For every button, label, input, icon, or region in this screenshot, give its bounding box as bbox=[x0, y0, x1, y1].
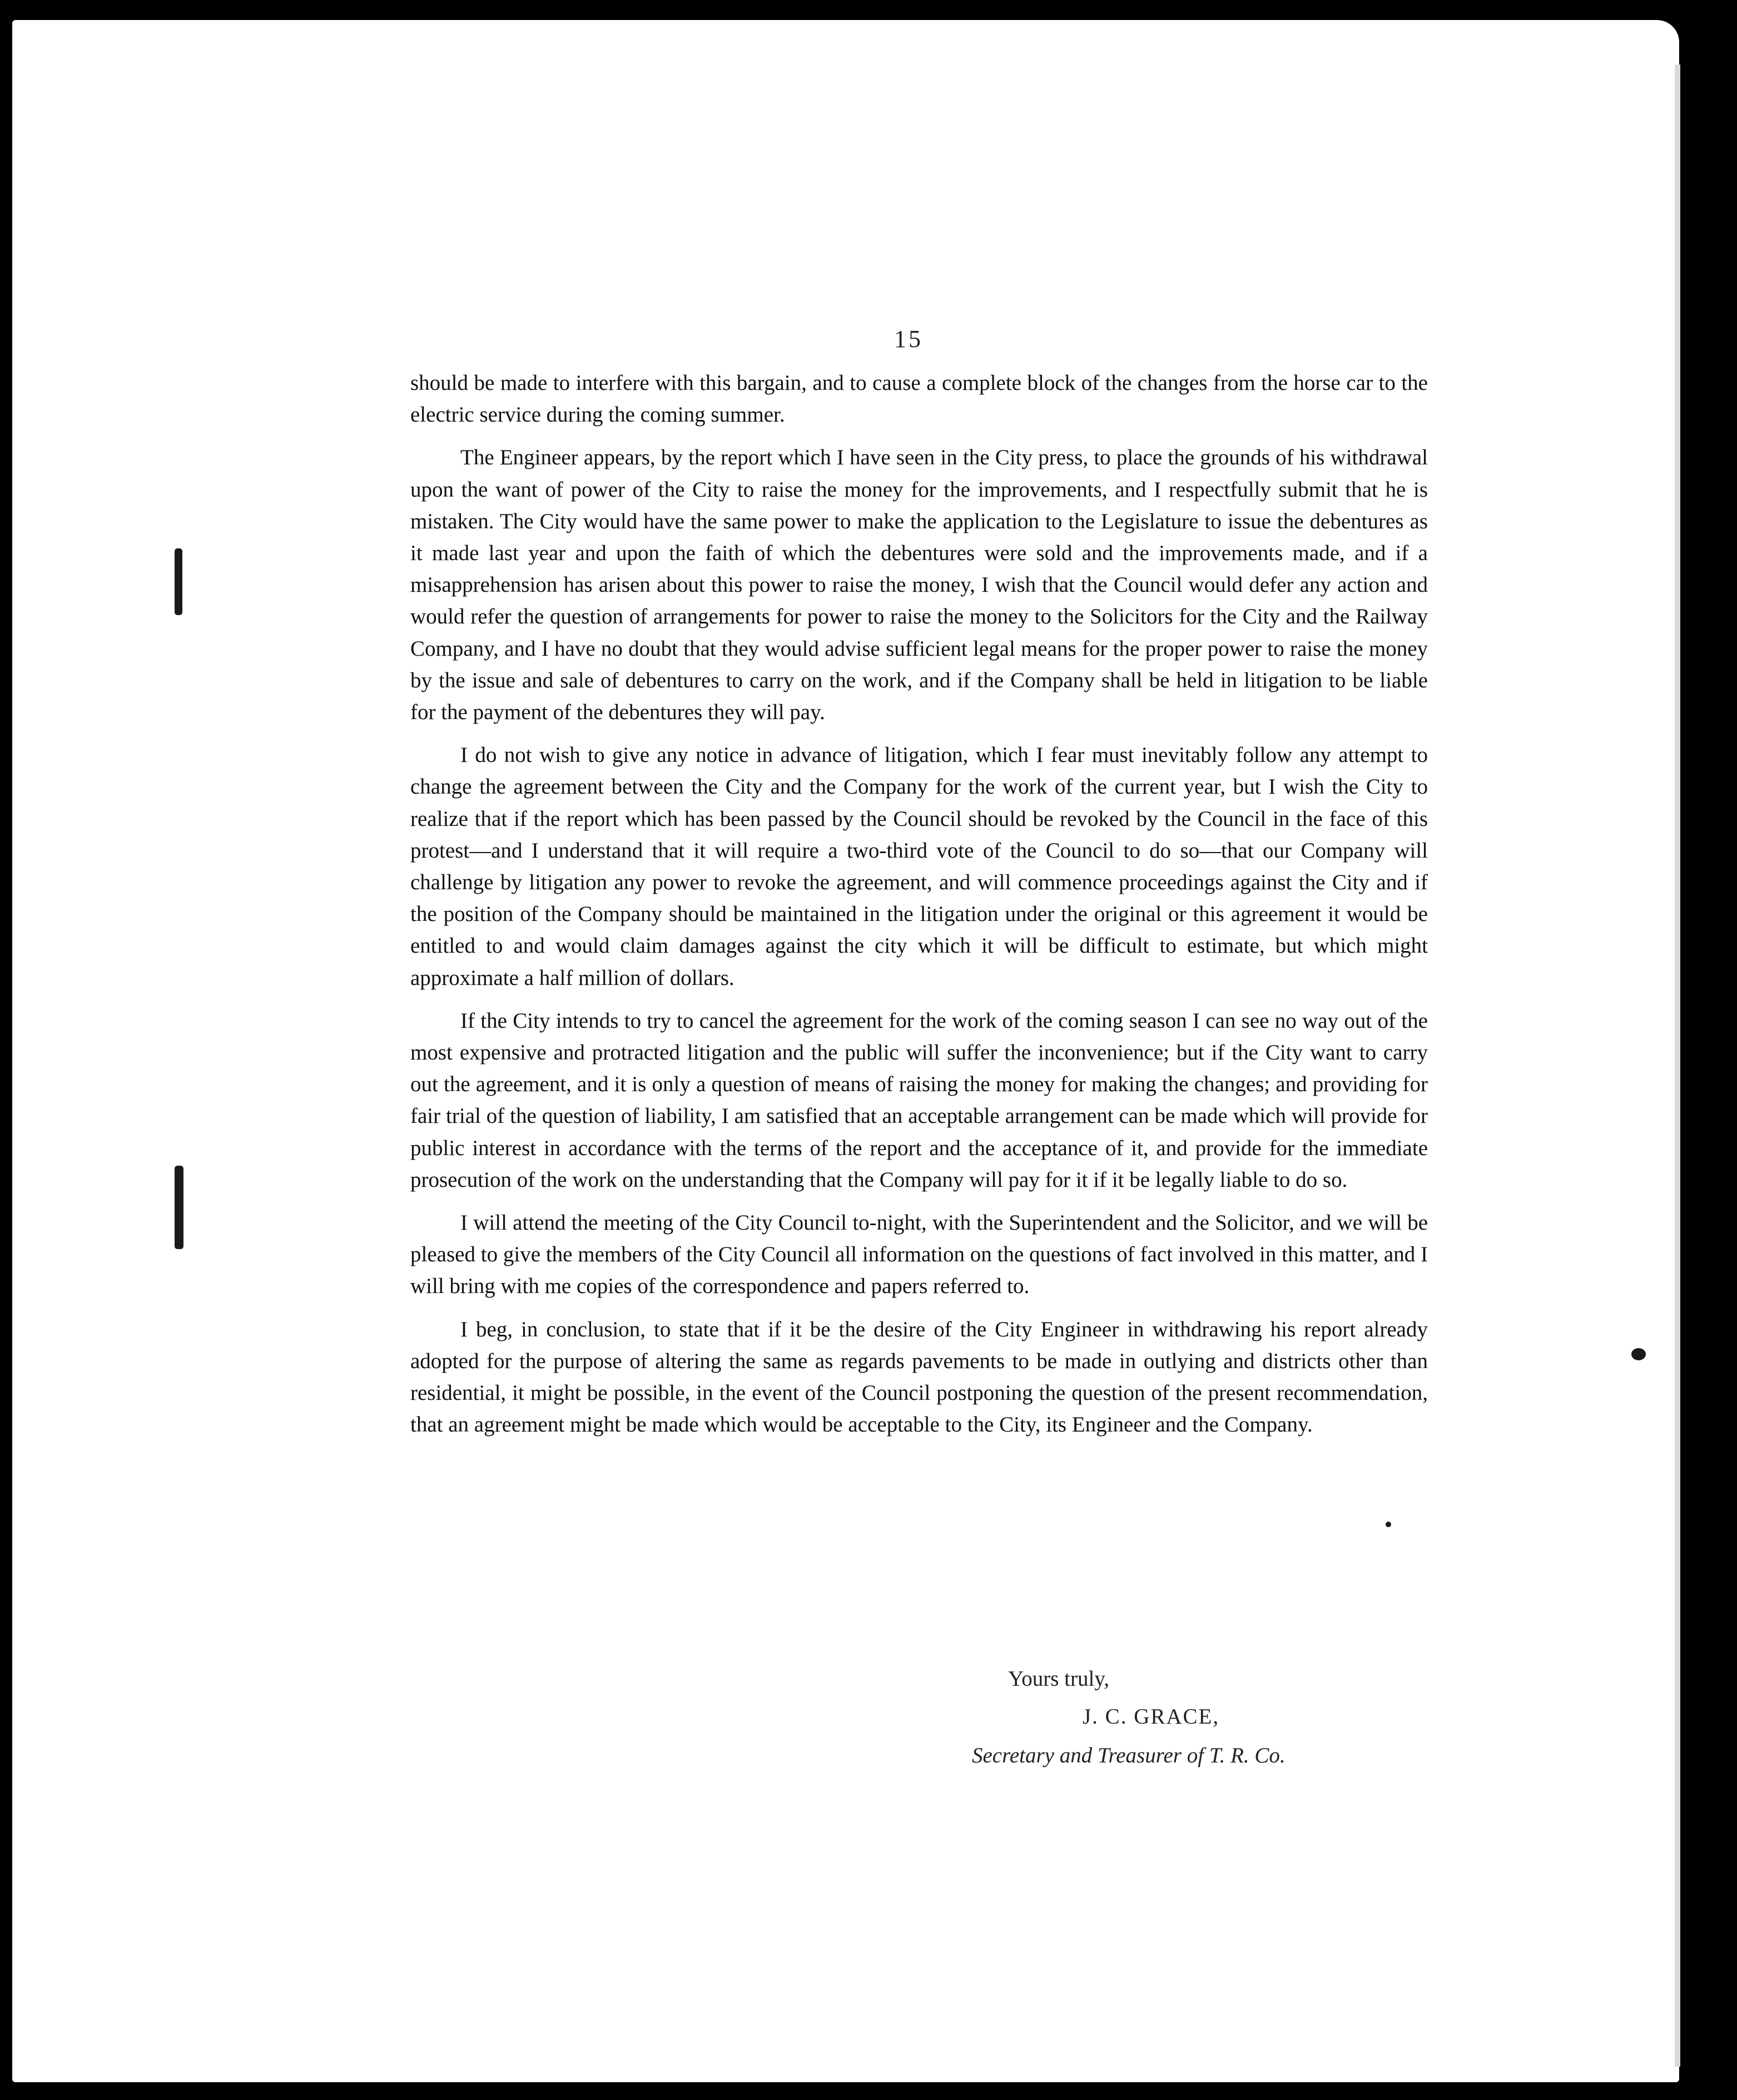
binding-mark-upper bbox=[175, 548, 182, 615]
paragraph-6: I beg, in conclusion, to state that if it be the desire of the City Engineer in withdrawing his report already adopted for the purpose of altering the same as regards pavements to be made in outlying and districts other than residential, it might be possible, in the event of the Council postponing the question of the present recommendation, that an agreement might be made which would be acceptable to the City, its Engineer and the Company. bbox=[410, 1317, 1428, 1437]
salutation: Yours truly, bbox=[1008, 1667, 1110, 1691]
binding-mark-lower bbox=[175, 1166, 183, 1249]
signatory-name: J. C. GRACE, bbox=[1083, 1705, 1220, 1728]
paragraph-2: The Engineer appears, by the report which I have seen in the City press, to place the grounds of his withdrawal upon the want of power of the City to raise the money for the improvements, and I respectfully submit that he is mistaken. The City would have the same power to make the application to the Legislature to issue the debentures as it made last year and upon the faith of which the debentures were sold and the improvements made, and if a misapprehension has arisen about this power to raise the money, I wish that the Council would defer any action and would refer the question of arrangements for power to raise the money to the Solicitors for the City and the Railway Company, and I have no doubt that they would advise sufficient legal means for the proper power to raise the money by the issue and sale of debentures to carry on the work, and if the Company shall be held in litigation to be liable for the payment of the debentures they will pay. bbox=[410, 445, 1428, 725]
scan-speck-small bbox=[1386, 1522, 1391, 1527]
paragraph-5: I will attend the meeting of the City Council to-night, with the Superintendent and the Solicitor, and we will be pleased to give the members of the City Council all information on the questions of fact involved in this matter, and I will bring with me copies of the correspondence and papers referred to. bbox=[410, 1211, 1428, 1299]
paragraph-1: should be made to interfere with this bargain, and to cause a complete block of the changes from the horse car to the electric service during the coming summer. bbox=[410, 371, 1428, 427]
page-number: 15 bbox=[894, 325, 923, 353]
document-page bbox=[12, 20, 1679, 2082]
paragraph-3: I do not wish to give any notice in advance of litigation, which I fear must inevitably follow any attempt to change the agreement between the City and the Company for the work of the current year, but I wish the City to realize that if the report which has been passed by the Council should be revoked by the Council in the face of this protest—and I understand that it will require a two-third vote of the Council to do so—that our Company will challenge by litigation any power to revoke the agreement, and will commence proceedings against the City and if the position of the Company should be maintained in the litigation under the original or this agreement it would be entitled to and would claim damages against the city which it will be difficult to estimate, but which might approximate a half million of dollars. bbox=[410, 743, 1428, 990]
scan-speck bbox=[1631, 1348, 1646, 1360]
signatory-title: Secretary and Treasurer of T. R. Co. bbox=[972, 1744, 1286, 1767]
paragraph-4: If the City intends to try to cancel the agreement for the work of the coming season I can see no way out of the most expensive and protracted litigation and the public will suffer the inconvenience; but if the City want to carry out the agreement, and it is only a question of means of raising the money for making the changes; and providing for fair trial of the question of liability, I am satisfied that an acceptable arrangement can be made which will provide for public interest in accordance with the terms of the report and the acceptance of it, and provide for the immediate prosecution of the work on the understanding that the Company will pay for it if it be legally liable to do so. bbox=[410, 1008, 1428, 1192]
page-edge bbox=[1675, 65, 1680, 2067]
letter-body bbox=[410, 367, 1428, 1452]
letter-closing bbox=[410, 1666, 1428, 1811]
